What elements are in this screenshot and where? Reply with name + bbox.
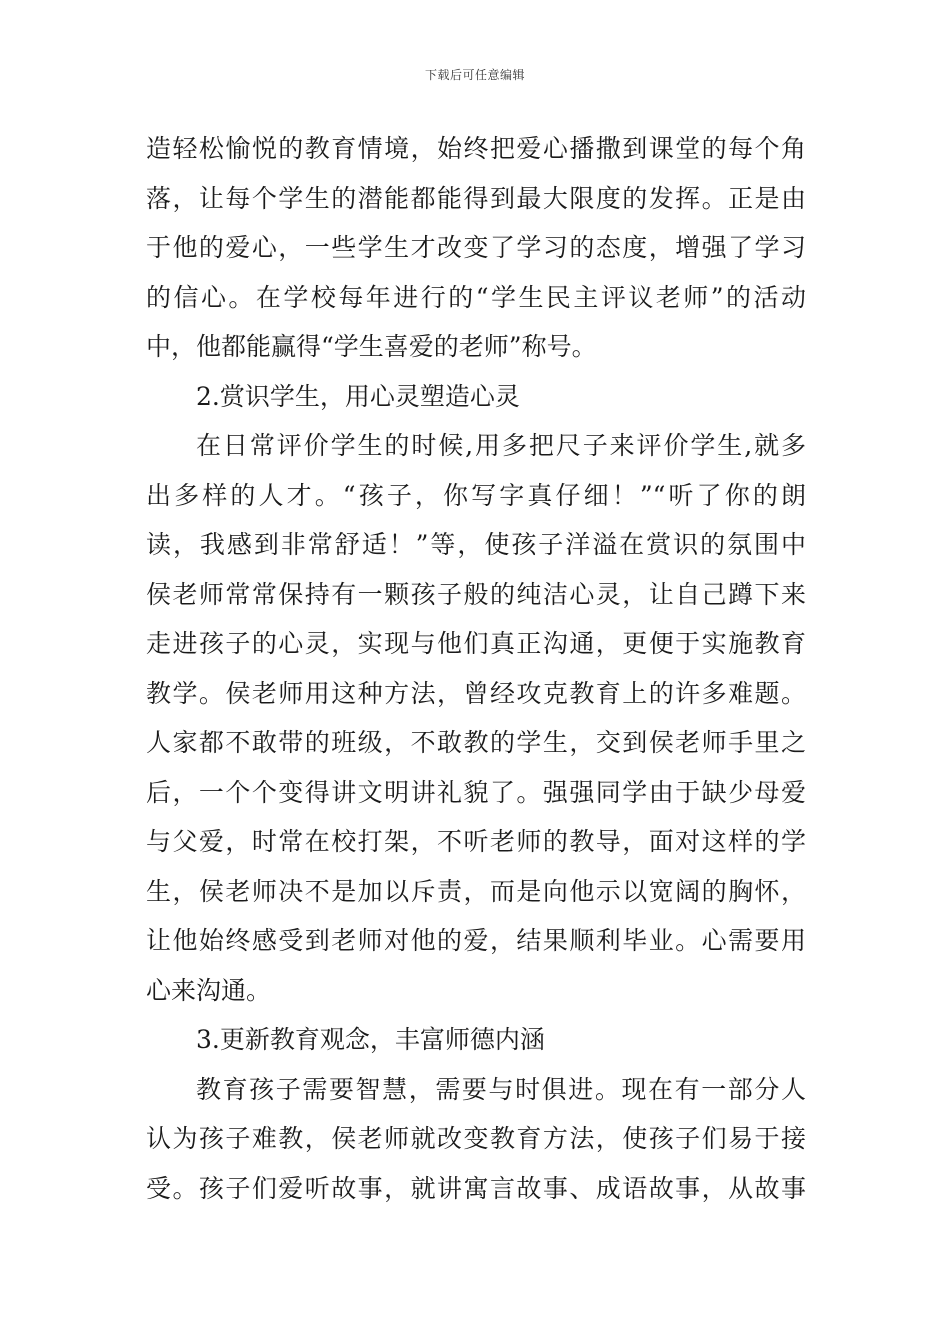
text-line: 教学。侯老师用这种方法，曾经攻克教育上的许多难题。 xyxy=(146,678,806,708)
text-line: 造轻松愉悦的教育情境，始终把爱心播撒到课堂的每个角 xyxy=(146,134,806,163)
text-line: 读，我感到非常舒适！”等，使孩子洋溢在赏识的氛围中 xyxy=(146,530,806,559)
text-line: 人家都不敢带的班级，不敢教的学生，交到侯老师手里之 xyxy=(146,728,806,757)
document-body xyxy=(146,124,806,1213)
page-header: 下载后可任意编辑 xyxy=(424,68,525,82)
text-line: 让他始终感受到老师对他的爱，结果顺利毕业。心需要用 xyxy=(146,926,806,955)
text-line: 侯老师常常保持有一颗孩子般的纯洁心灵，让自己蹲下来 xyxy=(146,579,806,609)
text-line: 中，他都能赢得“学生喜爱的老师”称号。 xyxy=(146,332,597,361)
text-line: 落，让每个学生的潜能都能得到最大限度的发挥。正是由 xyxy=(146,183,806,213)
text-line: 在日常评价学生的时候,用多把尺子来评价学生,就多 xyxy=(196,431,806,460)
text-line: 与父爱，时常在校打架，不听老师的教导，面对这样的学 xyxy=(146,827,806,856)
text-line: 的信心。在学校每年进行的“学生民主评议老师”的活动 xyxy=(146,282,806,312)
text-line: 心来沟通。 xyxy=(146,975,272,1005)
text-line: 于他的爱心，一些学生才改变了学习的态度，增强了学习 xyxy=(146,233,806,262)
section-heading: 3.更新教育观念，丰富师德内涵 xyxy=(196,1025,545,1054)
text-line: 认为孩子难教，侯老师就改变教育方法，使孩子们易于接 xyxy=(146,1124,806,1153)
text-line: 走进孩子的心灵，实现与他们真正沟通，更便于实施教育 xyxy=(146,629,806,658)
text-line: 受。孩子们爱听故事，就讲寓言故事、成语故事，从故事 xyxy=(146,1173,806,1203)
text-line: 生，侯老师决不是加以斥责，而是向他示以宽阔的胸怀， xyxy=(146,876,806,906)
section-heading: 2.赏识学生，用心灵塑造心灵 xyxy=(196,381,520,411)
text-line: 后，一个个变得讲文明讲礼貌了。强强同学由于缺少母爱 xyxy=(146,777,806,807)
text-line: 出多样的人才。“孩子，你写字真仔细！”“听了你的朗 xyxy=(146,480,806,510)
text-line: 教育孩子需要智慧，需要与时俱进。现在有一部分人 xyxy=(196,1074,806,1104)
